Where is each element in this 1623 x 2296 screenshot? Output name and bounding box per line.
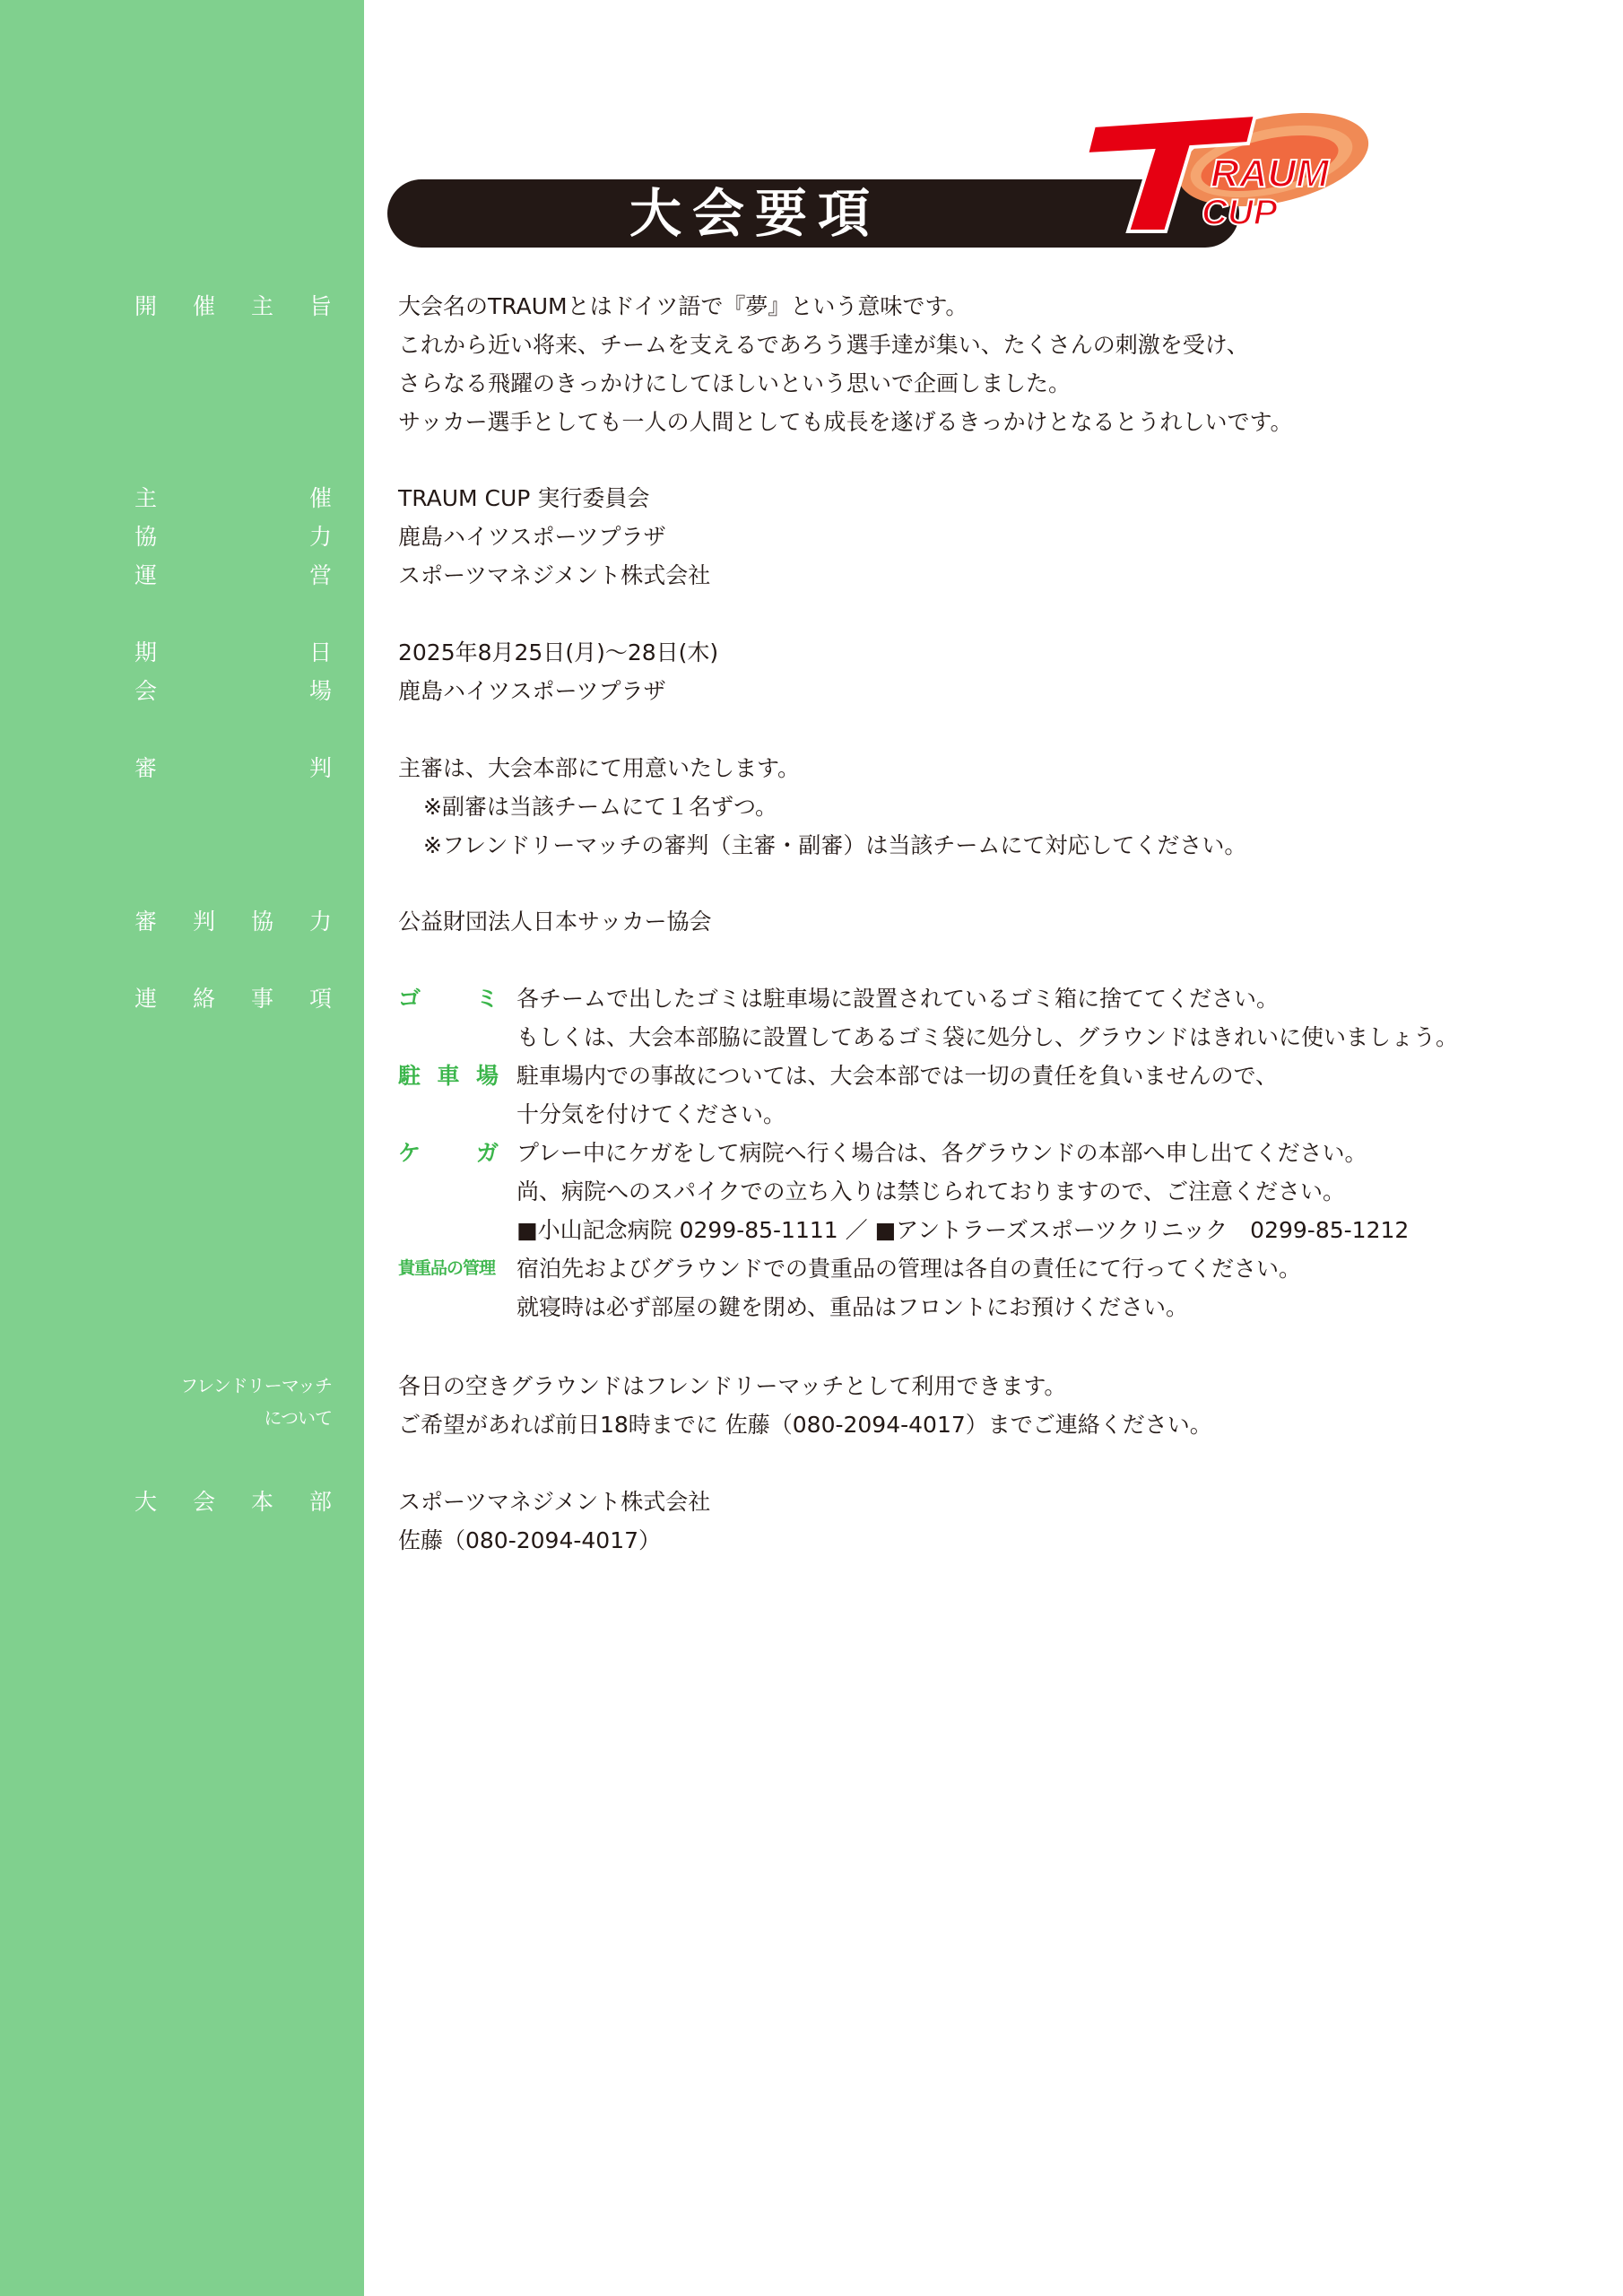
referee-line: ※フレンドリーマッチの審判（主審・副審）は当該チームにて対応してください。 [423,832,1247,858]
sidebar-band [0,0,364,2296]
notice-label-garbage: ゴミ [398,986,499,1012]
purpose-line: サッカー選手としても一人の人間としても成長を遂げるきっかけとなるとうれしいです。 [398,409,1293,435]
notice-line: 各チームで出したゴミは駐車場に設置されているゴミ箱に捨ててください。 [516,986,1280,1012]
label-venue: 会 場 [135,678,332,704]
label-referee: 審 判 [135,755,332,781]
notice-item [398,1057,1600,1095]
label-operation: 運 営 [135,562,332,588]
notice-item [398,1288,1600,1326]
label-date: 期 日 [135,639,332,665]
label-friendly-line2: について [264,1407,332,1429]
notice-item [398,1211,1600,1249]
purpose-text [398,287,1591,441]
notice-line: 駐車場内での事故については、大会本部では一切の責任を負いませんので、 [516,1063,1279,1089]
page-title: 大会要項 [629,183,881,244]
date-value: 2025年8月25日(月)～28日(木) [398,639,719,665]
hq-line: 佐藤（080-2094-4017） [398,1527,662,1553]
operation-value: スポーツマネジメント株式会社 [398,562,711,588]
referee-line: ※副審は当該チームにて１名ずつ。 [423,794,777,820]
label-notices: 連絡事項 [135,986,332,1012]
notice-line: 就寝時は必ず部屋の鍵を閉め、重品はフロントにお預けください。 [516,1294,1189,1320]
notice-item [398,1134,1600,1172]
label-cooperation: 協 力 [135,524,332,550]
logo-text-top: RAUM [1211,152,1329,196]
purpose-line: 大会名のTRAUMとはドイツ語で『夢』という意味です。 [398,293,968,319]
notice-label-valuables: 貴重品の管理 [398,1258,496,1278]
friendly-text [398,1367,1591,1444]
cooperation-value: 鹿島ハイツスポーツプラザ [398,524,666,550]
traum-cup-logo [1076,106,1372,240]
notice-line: 宿泊先およびグラウンドでの貴重品の管理は各自の責任にて行ってください。 [516,1256,1302,1282]
notice-item [398,979,1600,1018]
label-friendly-line1: フレンドリーマッチ [180,1375,332,1396]
venue-value: 鹿島ハイツスポーツプラザ [398,678,666,704]
logo-text-bottom: CUP [1202,193,1278,232]
hq-text [398,1483,1591,1560]
referee-text [398,749,1591,865]
notices-list [398,979,1600,1326]
notice-item [398,1018,1600,1057]
notice-item [398,1172,1600,1211]
notice-line: ■小山記念病院 0299-85-1111 ／ ■アントラーズスポーツクリニック 0299-85-1212 [516,1217,1410,1243]
label-referee-coop: 審判協力 [135,909,332,935]
label-organizer: 主 催 [135,485,332,511]
referee-coop-value: 公益財団法人日本サッカー協会 [398,909,712,935]
organizer-value: TRAUM CUP 実行委員会 [398,485,650,511]
purpose-line: さらなる飛躍のきっかけにしてほしいという思いで企画しました。 [398,370,1072,396]
friendly-line: 各日の空きグラウンドはフレンドリーマッチとして利用できます。 [398,1373,1067,1399]
label-hq: 大会本部 [135,1489,332,1515]
notice-label-injury: ケガ [398,1140,499,1166]
notice-line: もしくは、大会本部脇に設置してあるゴミ袋に処分し、グラウンドはきれいに使いましょう。 [516,1024,1459,1050]
hq-line: スポーツマネジメント株式会社 [398,1489,711,1515]
notice-line: プレー中にケガをして病院へ行く場合は、各グラウンドの本部へ申し出てください。 [516,1140,1367,1166]
notice-label-parking: 駐車場 [398,1063,499,1089]
notice-item [398,1249,1600,1288]
notice-line: 十分気を付けてください。 [516,1101,786,1127]
notice-item [398,1095,1600,1134]
referee-line: 主審は、大会本部にて用意いたします。 [398,755,801,781]
notice-line: 尚、病院へのスパイクでの立ち入りは禁じられておりますので、ご注意ください。 [516,1178,1346,1205]
purpose-line: これから近い将来、チームを支えるであろう選手達が集い、たくさんの刺激を受け、 [398,332,1249,358]
friendly-line: ご希望があれば前日18時までに 佐藤（080-2094-4017）までご連絡ください。 [398,1412,1212,1438]
label-purpose: 開催主旨 [135,293,332,319]
